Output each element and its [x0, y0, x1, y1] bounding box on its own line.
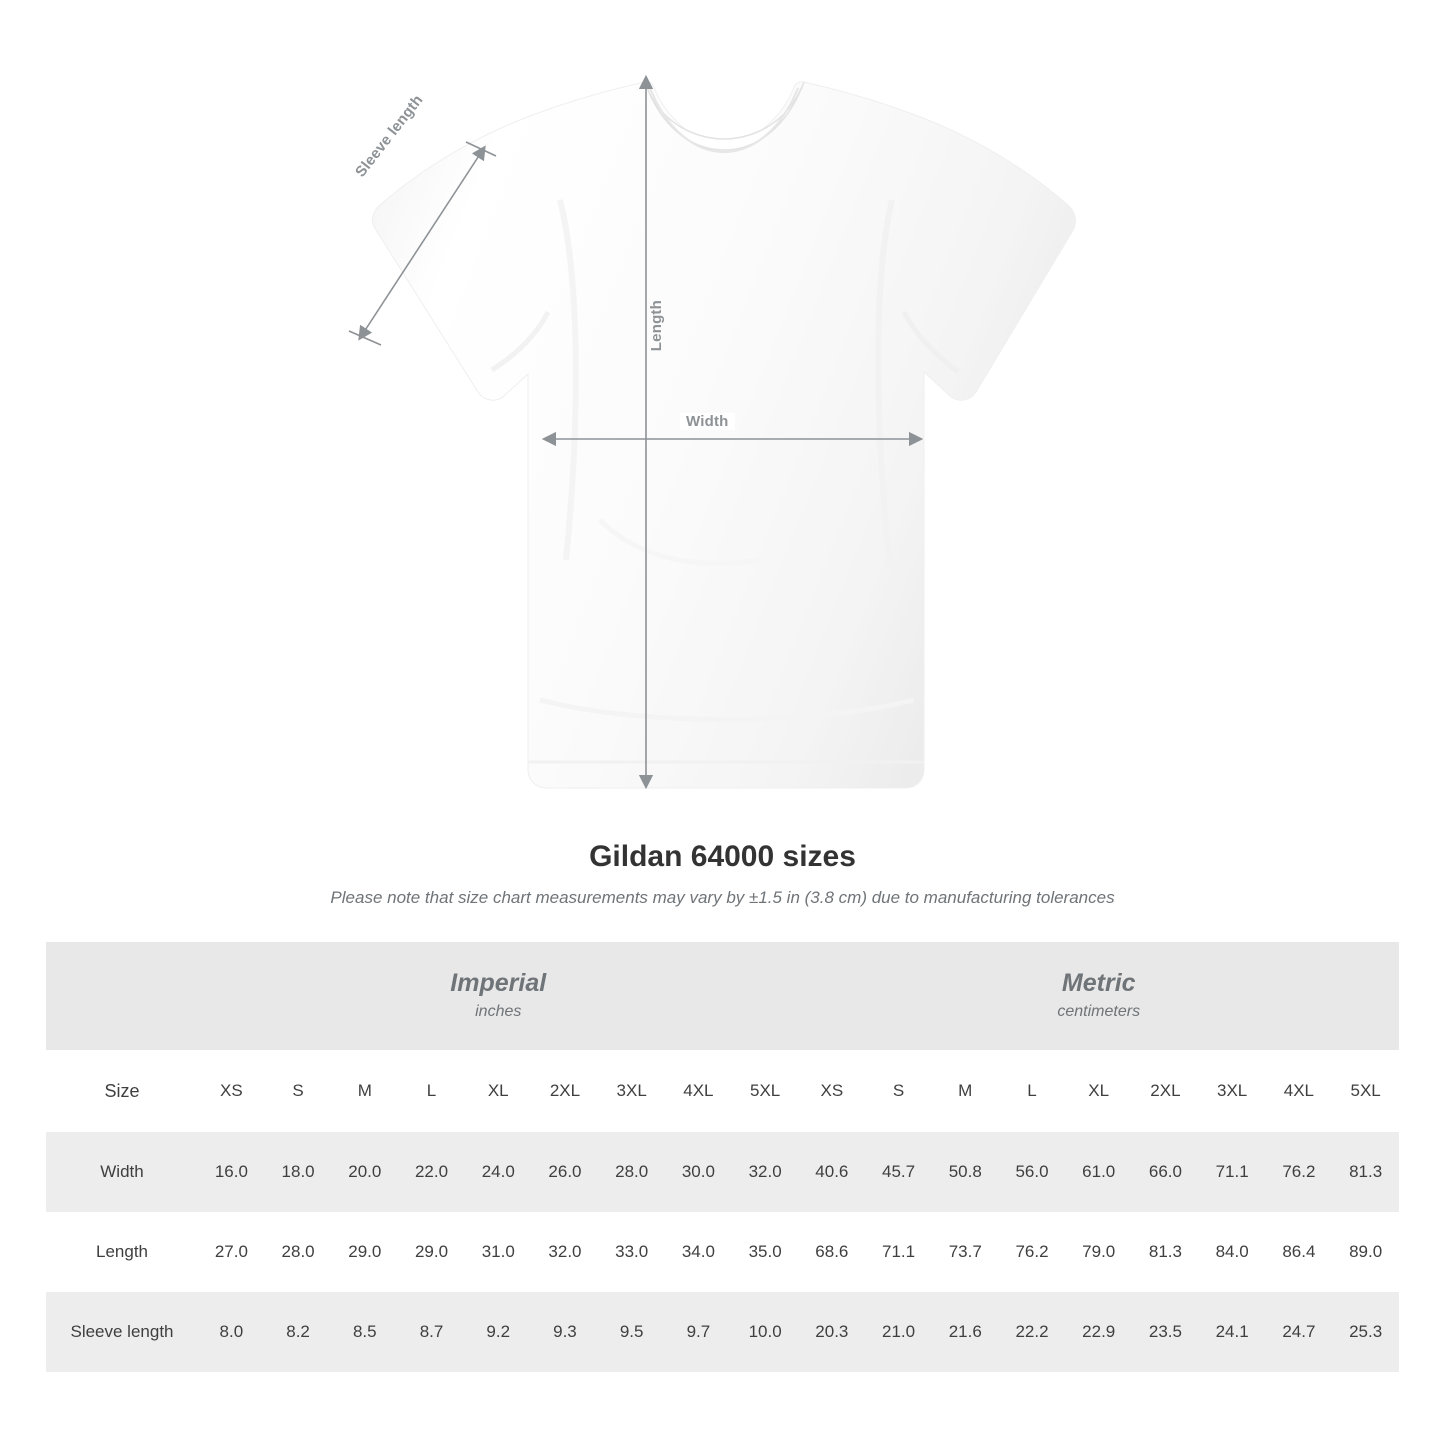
table-cell: 8.0: [198, 1292, 265, 1372]
column-header: XL: [1065, 1050, 1132, 1132]
table-cell: 24.0: [465, 1132, 532, 1212]
unit-header-metric: [798, 942, 1399, 1050]
table-cell: 76.2: [1266, 1132, 1333, 1212]
table-cell: 34.0: [665, 1212, 732, 1292]
row-header-size: Size: [46, 1050, 198, 1132]
column-header: S: [865, 1050, 932, 1132]
table-cell: 26.0: [532, 1132, 599, 1212]
column-header: M: [331, 1050, 398, 1132]
table-cell: 86.4: [1266, 1212, 1333, 1292]
table-cell: 27.0: [198, 1212, 265, 1292]
table-cell: 23.5: [1132, 1292, 1199, 1372]
size-chart-table: [46, 942, 1399, 1372]
table-cell: 32.0: [532, 1212, 599, 1292]
table-cell: 28.0: [265, 1212, 332, 1292]
column-header: 2XL: [532, 1050, 599, 1132]
table-cell: 10.0: [732, 1292, 799, 1372]
table-cell: 40.6: [798, 1132, 865, 1212]
table-cell: 29.0: [331, 1212, 398, 1292]
sleeve-length-measure-label: Sleeve length: [352, 91, 427, 181]
table-cell: 45.7: [865, 1132, 932, 1212]
column-header: 5XL: [732, 1050, 799, 1132]
column-header: XS: [198, 1050, 265, 1132]
unit-header-row: [46, 942, 1399, 1050]
table-cell: 33.0: [598, 1212, 665, 1292]
width-measure-label: Width: [680, 413, 735, 430]
unit-name: Imperial: [450, 968, 547, 997]
tolerance-note: Please note that size chart measurements may vary by ±1.5 in (3.8 cm) due to manufacturing tolerances: [330, 888, 1115, 907]
table-cell: 8.7: [398, 1292, 465, 1372]
table-cell: 89.0: [1332, 1212, 1399, 1292]
table-cell: 31.0: [465, 1212, 532, 1292]
table-cell: 9.3: [532, 1292, 599, 1372]
table-cell: 8.5: [331, 1292, 398, 1372]
column-header: M: [932, 1050, 999, 1132]
table-cell: 71.1: [865, 1212, 932, 1292]
table-row: [46, 1292, 1399, 1372]
page-title: Gildan 64000 sizes: [589, 840, 856, 873]
table-cell: 76.2: [999, 1212, 1066, 1292]
unit-name: Metric: [1061, 968, 1136, 997]
table-cell: 16.0: [198, 1132, 265, 1212]
table-cell: 9.5: [598, 1292, 665, 1372]
table-cell: 68.6: [798, 1212, 865, 1292]
unit-header-spacer: [46, 942, 198, 1050]
column-header: L: [398, 1050, 465, 1132]
table-cell: 29.0: [398, 1212, 465, 1292]
row-label: Width: [46, 1132, 198, 1212]
column-header: XL: [465, 1050, 532, 1132]
column-header: 3XL: [1199, 1050, 1266, 1132]
column-header: 5XL: [1332, 1050, 1399, 1132]
table-cell: 35.0: [732, 1212, 799, 1292]
table-cell: 21.0: [865, 1292, 932, 1372]
table-cell: 22.2: [999, 1292, 1066, 1372]
table-cell: 18.0: [265, 1132, 332, 1212]
table-cell: 81.3: [1332, 1132, 1399, 1212]
length-measure-label: Length: [648, 300, 665, 352]
column-header: S: [265, 1050, 332, 1132]
column-header: L: [999, 1050, 1066, 1132]
row-label: Length: [46, 1212, 198, 1292]
table-cell: 56.0: [999, 1132, 1066, 1212]
table-cell: 30.0: [665, 1132, 732, 1212]
table-cell: 24.7: [1266, 1292, 1333, 1372]
table-cell: 32.0: [732, 1132, 799, 1212]
size-header-row: [46, 1050, 1399, 1132]
table-cell: 20.0: [331, 1132, 398, 1212]
table-row: [46, 1212, 1399, 1292]
row-label: Sleeve length: [46, 1292, 198, 1372]
table-cell: 66.0: [1132, 1132, 1199, 1212]
table-cell: 21.6: [932, 1292, 999, 1372]
size-chart-table-wrap: [0, 942, 1445, 1372]
table-cell: 8.2: [265, 1292, 332, 1372]
table-cell: 25.3: [1332, 1292, 1399, 1372]
unit-subtitle: centimeters: [1057, 1002, 1141, 1020]
table-row: [46, 1132, 1399, 1212]
column-header: 3XL: [598, 1050, 665, 1132]
unit-header-imperial: [198, 942, 798, 1050]
table-cell: 71.1: [1199, 1132, 1266, 1212]
table-cell: 28.0: [598, 1132, 665, 1212]
table-cell: 9.2: [465, 1292, 532, 1372]
table-cell: 50.8: [932, 1132, 999, 1212]
column-header: 4XL: [1266, 1050, 1333, 1132]
table-cell: 9.7: [665, 1292, 732, 1372]
table-cell: 22.9: [1065, 1292, 1132, 1372]
column-header: 4XL: [665, 1050, 732, 1132]
table-cell: 61.0: [1065, 1132, 1132, 1212]
table-cell: 24.1: [1199, 1292, 1266, 1372]
table-cell: 20.3: [798, 1292, 865, 1372]
table-cell: 79.0: [1065, 1212, 1132, 1292]
table-cell: 81.3: [1132, 1212, 1199, 1292]
table-cell: 73.7: [932, 1212, 999, 1292]
table-cell: 22.0: [398, 1132, 465, 1212]
unit-subtitle: inches: [475, 1002, 522, 1020]
table-cell: 84.0: [1199, 1212, 1266, 1292]
column-header: 2XL: [1132, 1050, 1199, 1132]
column-header: XS: [798, 1050, 865, 1132]
